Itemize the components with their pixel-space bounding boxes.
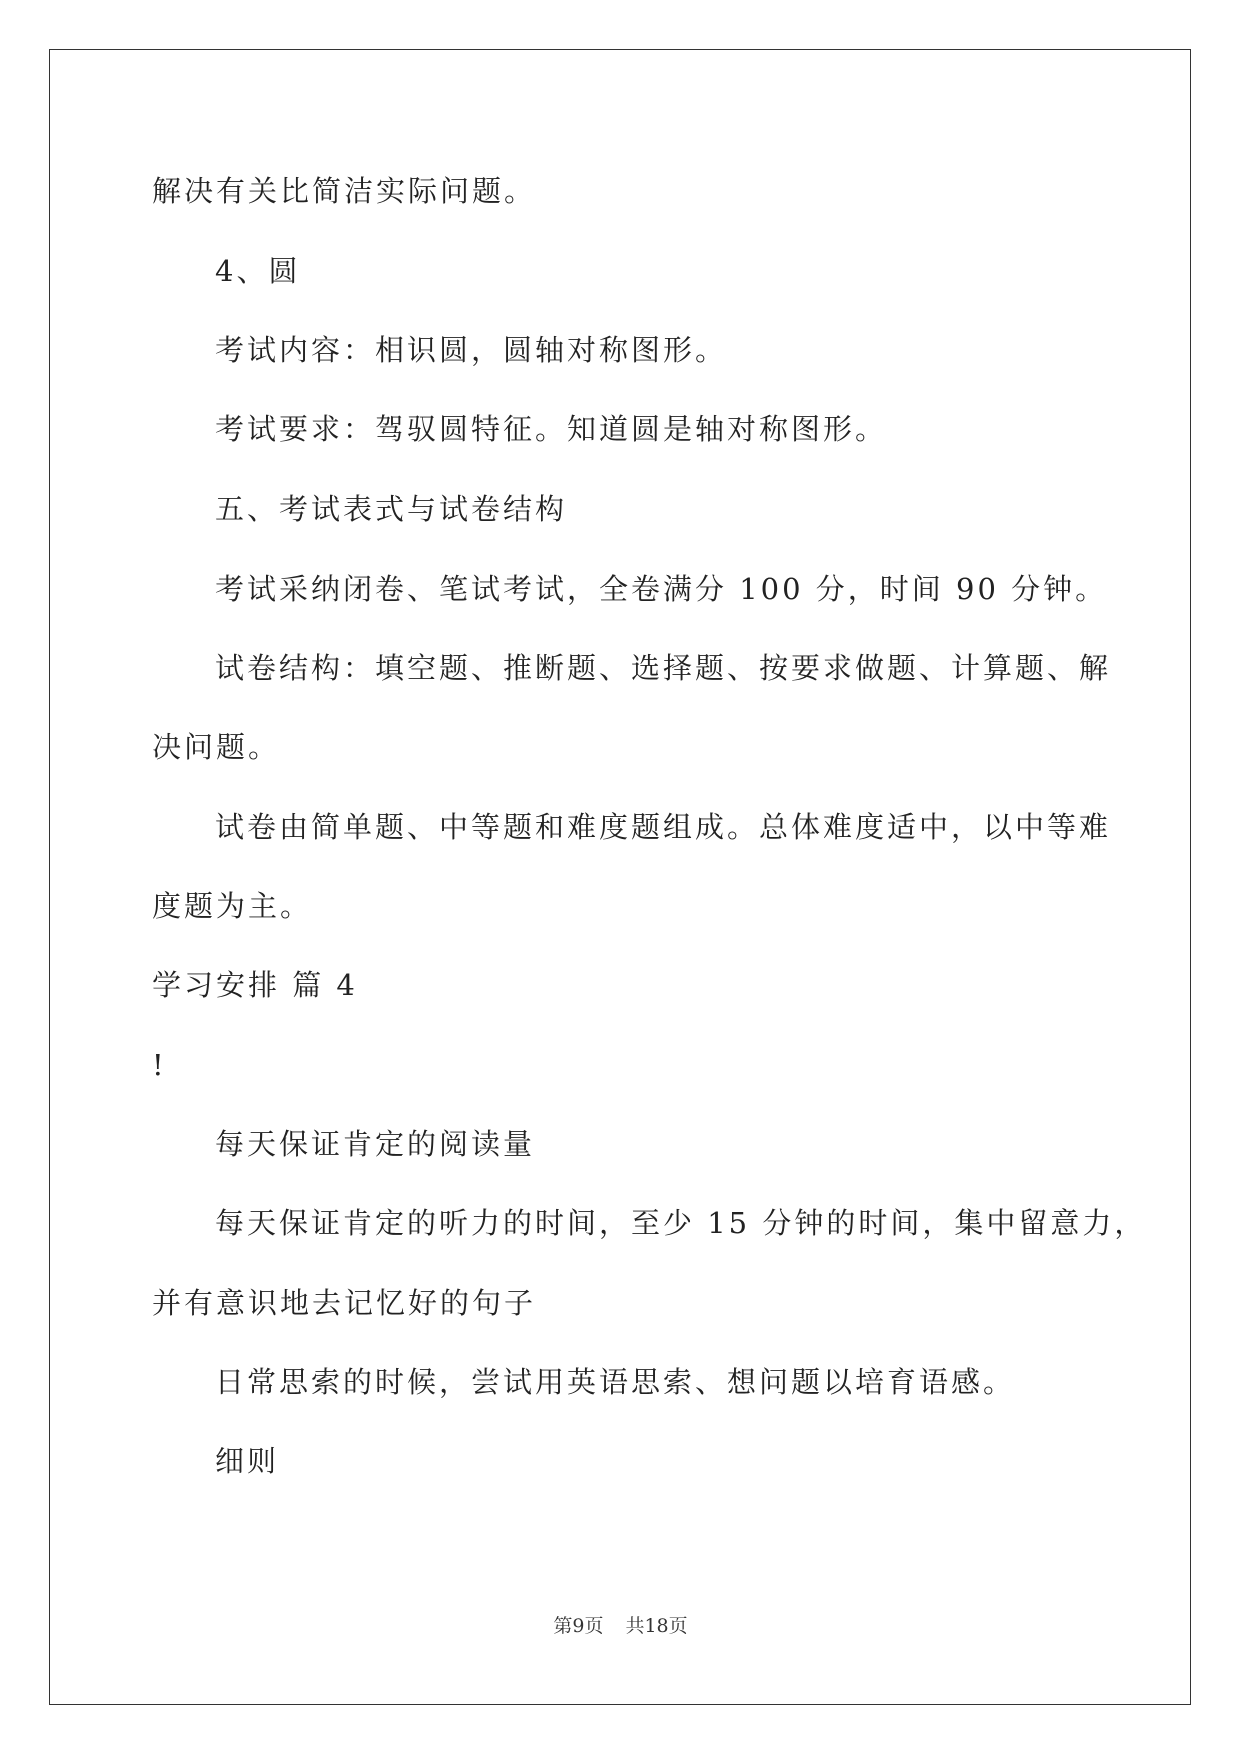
page-number: 第9页 — [553, 1615, 604, 1637]
body-line: 度题为主。 — [152, 889, 313, 923]
section-heading-circle: 4、圆 — [215, 254, 301, 288]
section-heading-exam-format: 五、考试表式与试卷结构 — [215, 492, 568, 526]
body-line: 每天保证肯定的阅读量 — [215, 1127, 536, 1161]
body-line: 日常思索的时候，尝试用英语思索、想问题以培育语感。 — [215, 1365, 1016, 1399]
body-line: 考试要求：驾驭圆特征。知道圆是轴对称图形。 — [215, 412, 888, 446]
body-line: 试卷由简单题、中等题和难度题组成。总体难度适中，以中等难 — [215, 810, 1112, 844]
body-line: 考试采纳闭卷、笔试考试，全卷满分 100 分，时间 90 分钟。 — [215, 572, 1108, 606]
body-line: ! — [152, 1048, 167, 1082]
body-line: 每天保证肯定的听力的时间，至少 15 分钟的时间，集中留意力， — [215, 1206, 1147, 1240]
body-line: 试卷结构：填空题、推断题、选择题、按要求做题、计算题、解 — [215, 651, 1112, 685]
body-line: 决问题。 — [152, 730, 281, 764]
body-line: 考试内容：相识圆，圆轴对称图形。 — [215, 333, 728, 367]
body-line: 解决有关比简洁实际问题。 — [152, 174, 537, 208]
body-line: 细则 — [215, 1444, 280, 1478]
article-title: 学习安排 篇 4 — [152, 968, 358, 1002]
page-footer — [0, 1613, 1241, 1639]
page-total: 共18页 — [625, 1615, 688, 1637]
body-line: 并有意识地去记忆好的句子 — [152, 1286, 537, 1320]
